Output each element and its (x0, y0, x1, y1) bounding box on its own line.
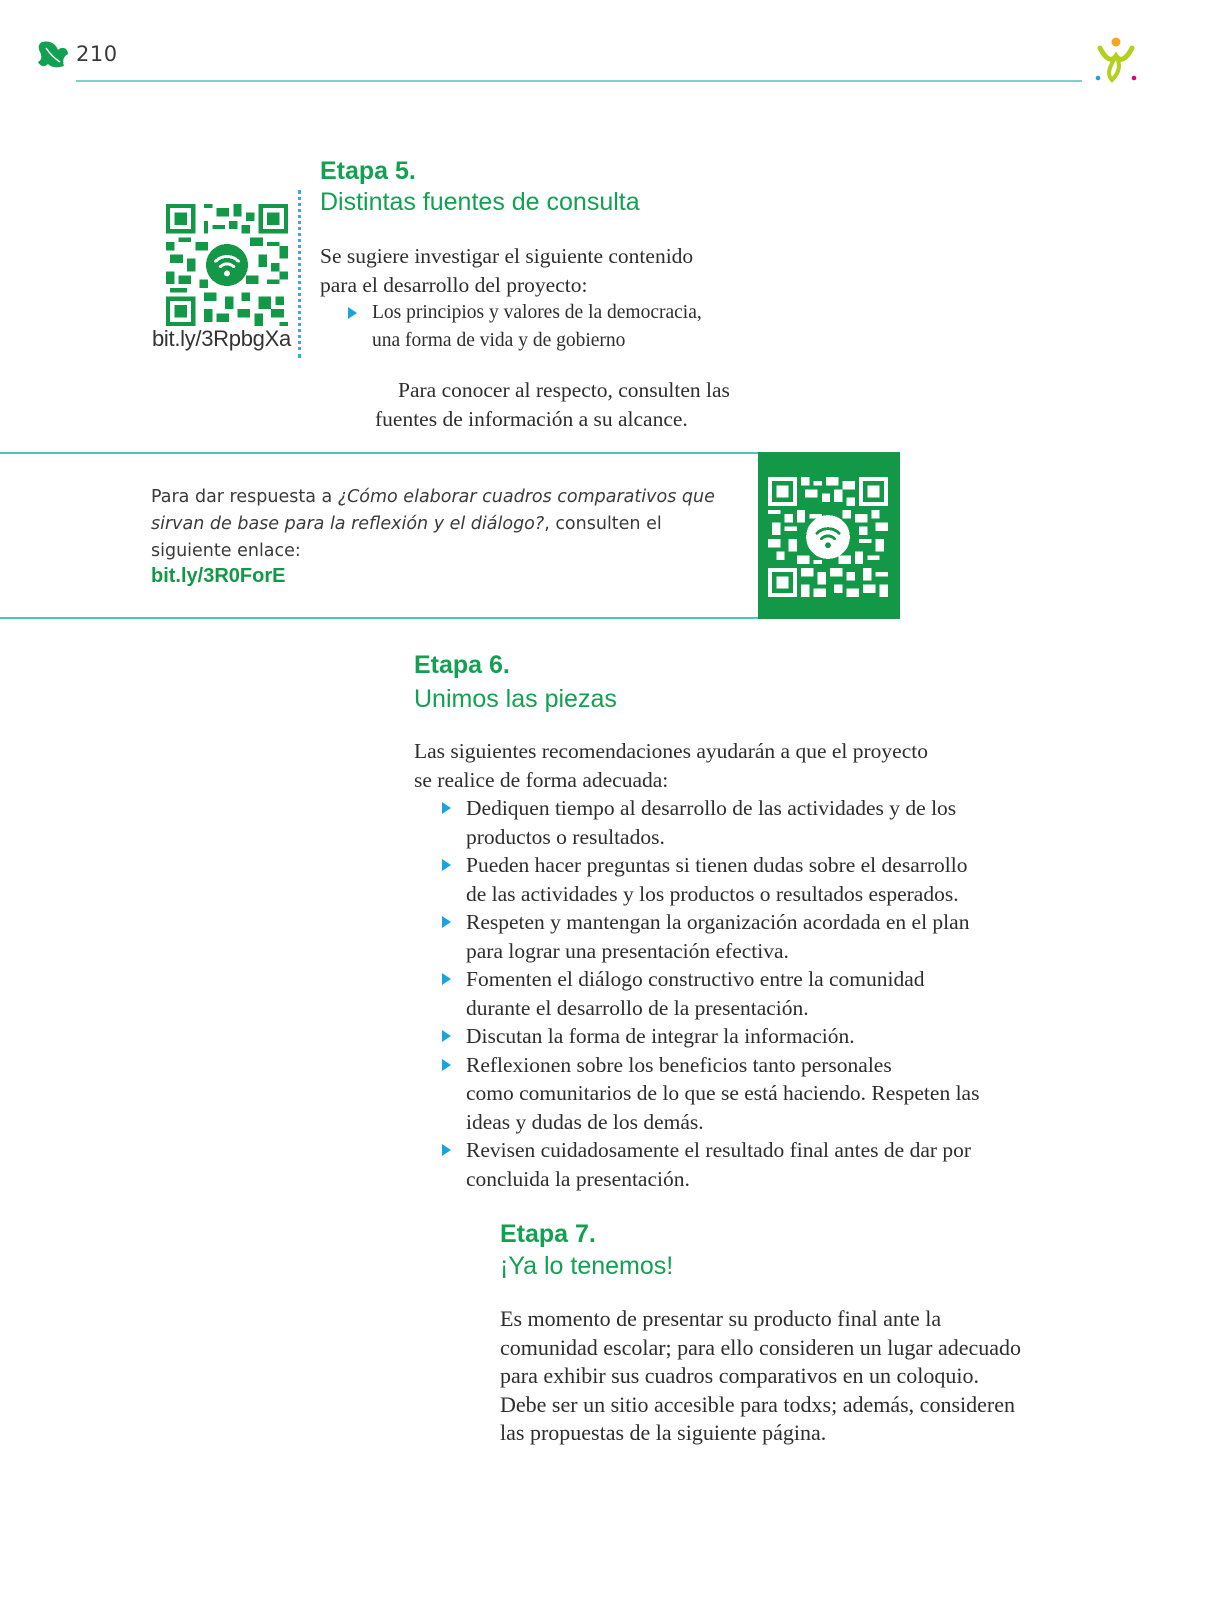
list-item (440, 794, 1000, 851)
banner-link[interactable]: bit.ly/3R0ForE (151, 565, 286, 587)
bullet-text-line: durante el desarrollo de la presentación. (466, 995, 809, 1020)
figure-logo-icon (1090, 34, 1142, 86)
stage6-label: Etapa 6. (414, 651, 510, 679)
stage6-subtitle: Unimos las piezas (414, 685, 617, 713)
bullet-text-line: para lograr una presentación efectiva. (466, 938, 789, 963)
list-item (440, 1136, 1000, 1193)
list-item (346, 299, 702, 355)
stage5-label: Etapa 5. (320, 157, 416, 185)
list-item (440, 965, 1000, 1022)
page-number: 210 (76, 42, 118, 66)
bullet-text-line: Fomenten el diálogo constructivo entre la comunidad (466, 967, 925, 991)
bullet-text-line: Discutan la forma de integrar la información. (466, 1024, 855, 1048)
stage5-intro-line: Se sugiere investigar el siguiente contenido (320, 244, 694, 268)
dotted-divider (298, 190, 301, 358)
stage6-bullet-list (440, 794, 1000, 1193)
bullet-arrow-icon (442, 916, 451, 928)
bullet-text-line: de las actividades y los productos o resultados esperados. (466, 881, 959, 906)
stage7-line: las propuestas de la siguiente página. (500, 1420, 827, 1445)
stage6-intro (414, 737, 928, 794)
stage5-note-line: Para conocer al respecto, consulten las (398, 378, 730, 402)
stage7-line: para exhibir sus cuadros comparativos en un coloquio. (500, 1363, 979, 1388)
stage5-intro-line: para el desarrollo del proyecto: (320, 272, 588, 297)
stage5-subtitle: Distintas fuentes de consulta (320, 188, 640, 216)
bullet-text-line: Revisen cuidadosamente el resultado final antes de dar por (466, 1138, 972, 1162)
stage6-intro-line: Las siguientes recomendaciones ayudarán a que el proyecto (414, 739, 928, 763)
bullet-arrow-icon (442, 973, 451, 985)
stage7-line: comunidad escolar; para ello consideren un lugar adecuado (500, 1334, 1022, 1360)
bullet-text-line: ideas y dudas de los demás. (466, 1109, 704, 1134)
stage5-note (375, 376, 730, 433)
bullet-text-line: concluida la presentación. (466, 1166, 690, 1191)
bullet-text-line: Dediquen tiempo al desarrollo de las actividades y de los (466, 796, 957, 820)
stage7-line: Es momento de presentar su producto final ante la (500, 1306, 942, 1331)
banner-question: ¿Cómo elaborar cuadros comparativos que sirvan de base para la reflexión y el diálogo? (151, 487, 715, 534)
list-item (440, 908, 1000, 965)
banner-text-pre: Para dar respuesta a (151, 487, 338, 507)
bullet-text-line: como comunitarios de lo que se está haciendo. Respeten las (466, 1081, 980, 1105)
leaf-icon (36, 38, 70, 74)
bullet-arrow-icon (348, 307, 357, 319)
bullet-arrow-icon (442, 1059, 451, 1071)
bullet-text-line: Pueden hacer preguntas si tienen dudas sobre el desarrollo (466, 853, 968, 877)
stage7-label: Etapa 7. (500, 1220, 596, 1248)
banner-text-post: , consulten el siguiente enlace: (151, 514, 662, 561)
qr-code-icon[interactable] (768, 477, 888, 597)
bullet-arrow-icon (442, 802, 451, 814)
stage7-paragraph (500, 1305, 1021, 1448)
stage7-line: Debe ser un sitio accesible para todxs; además, consideren (500, 1391, 1015, 1417)
bullet-arrow-icon (442, 1030, 451, 1042)
bullet-text-line: productos o resultados. (466, 824, 665, 849)
bullet-arrow-icon (442, 859, 451, 871)
stage6-intro-line: se realice de forma adecuada: (414, 767, 669, 792)
header-rule (76, 80, 1082, 82)
bullet-text-line: Respeten y mantengan la organización acordada en el plan (466, 910, 970, 934)
stage5-bullet-list (346, 299, 702, 355)
list-item (440, 1051, 1000, 1137)
stage5-note-line: fuentes de información a su alcance. (375, 406, 688, 431)
bullet-text-line: una forma de vida y de gobierno (372, 330, 626, 351)
banner-top-rule (0, 452, 758, 454)
stage7-subtitle: ¡Ya lo tenemos! (500, 1252, 674, 1280)
bullet-text-line: Los principios y valores de la democracia, (372, 302, 702, 323)
banner-text (151, 484, 731, 565)
stage5-intro (320, 242, 693, 299)
qr-link-text[interactable]: bit.ly/3RpbgXa (152, 326, 291, 351)
banner-bottom-rule (0, 617, 758, 619)
qr-code-icon[interactable] (166, 204, 288, 326)
list-item (440, 851, 1000, 908)
bullet-text-line: Reflexionen sobre los beneficios tanto personales (466, 1052, 892, 1077)
list-item (440, 1022, 1000, 1051)
bullet-arrow-icon (442, 1144, 451, 1156)
